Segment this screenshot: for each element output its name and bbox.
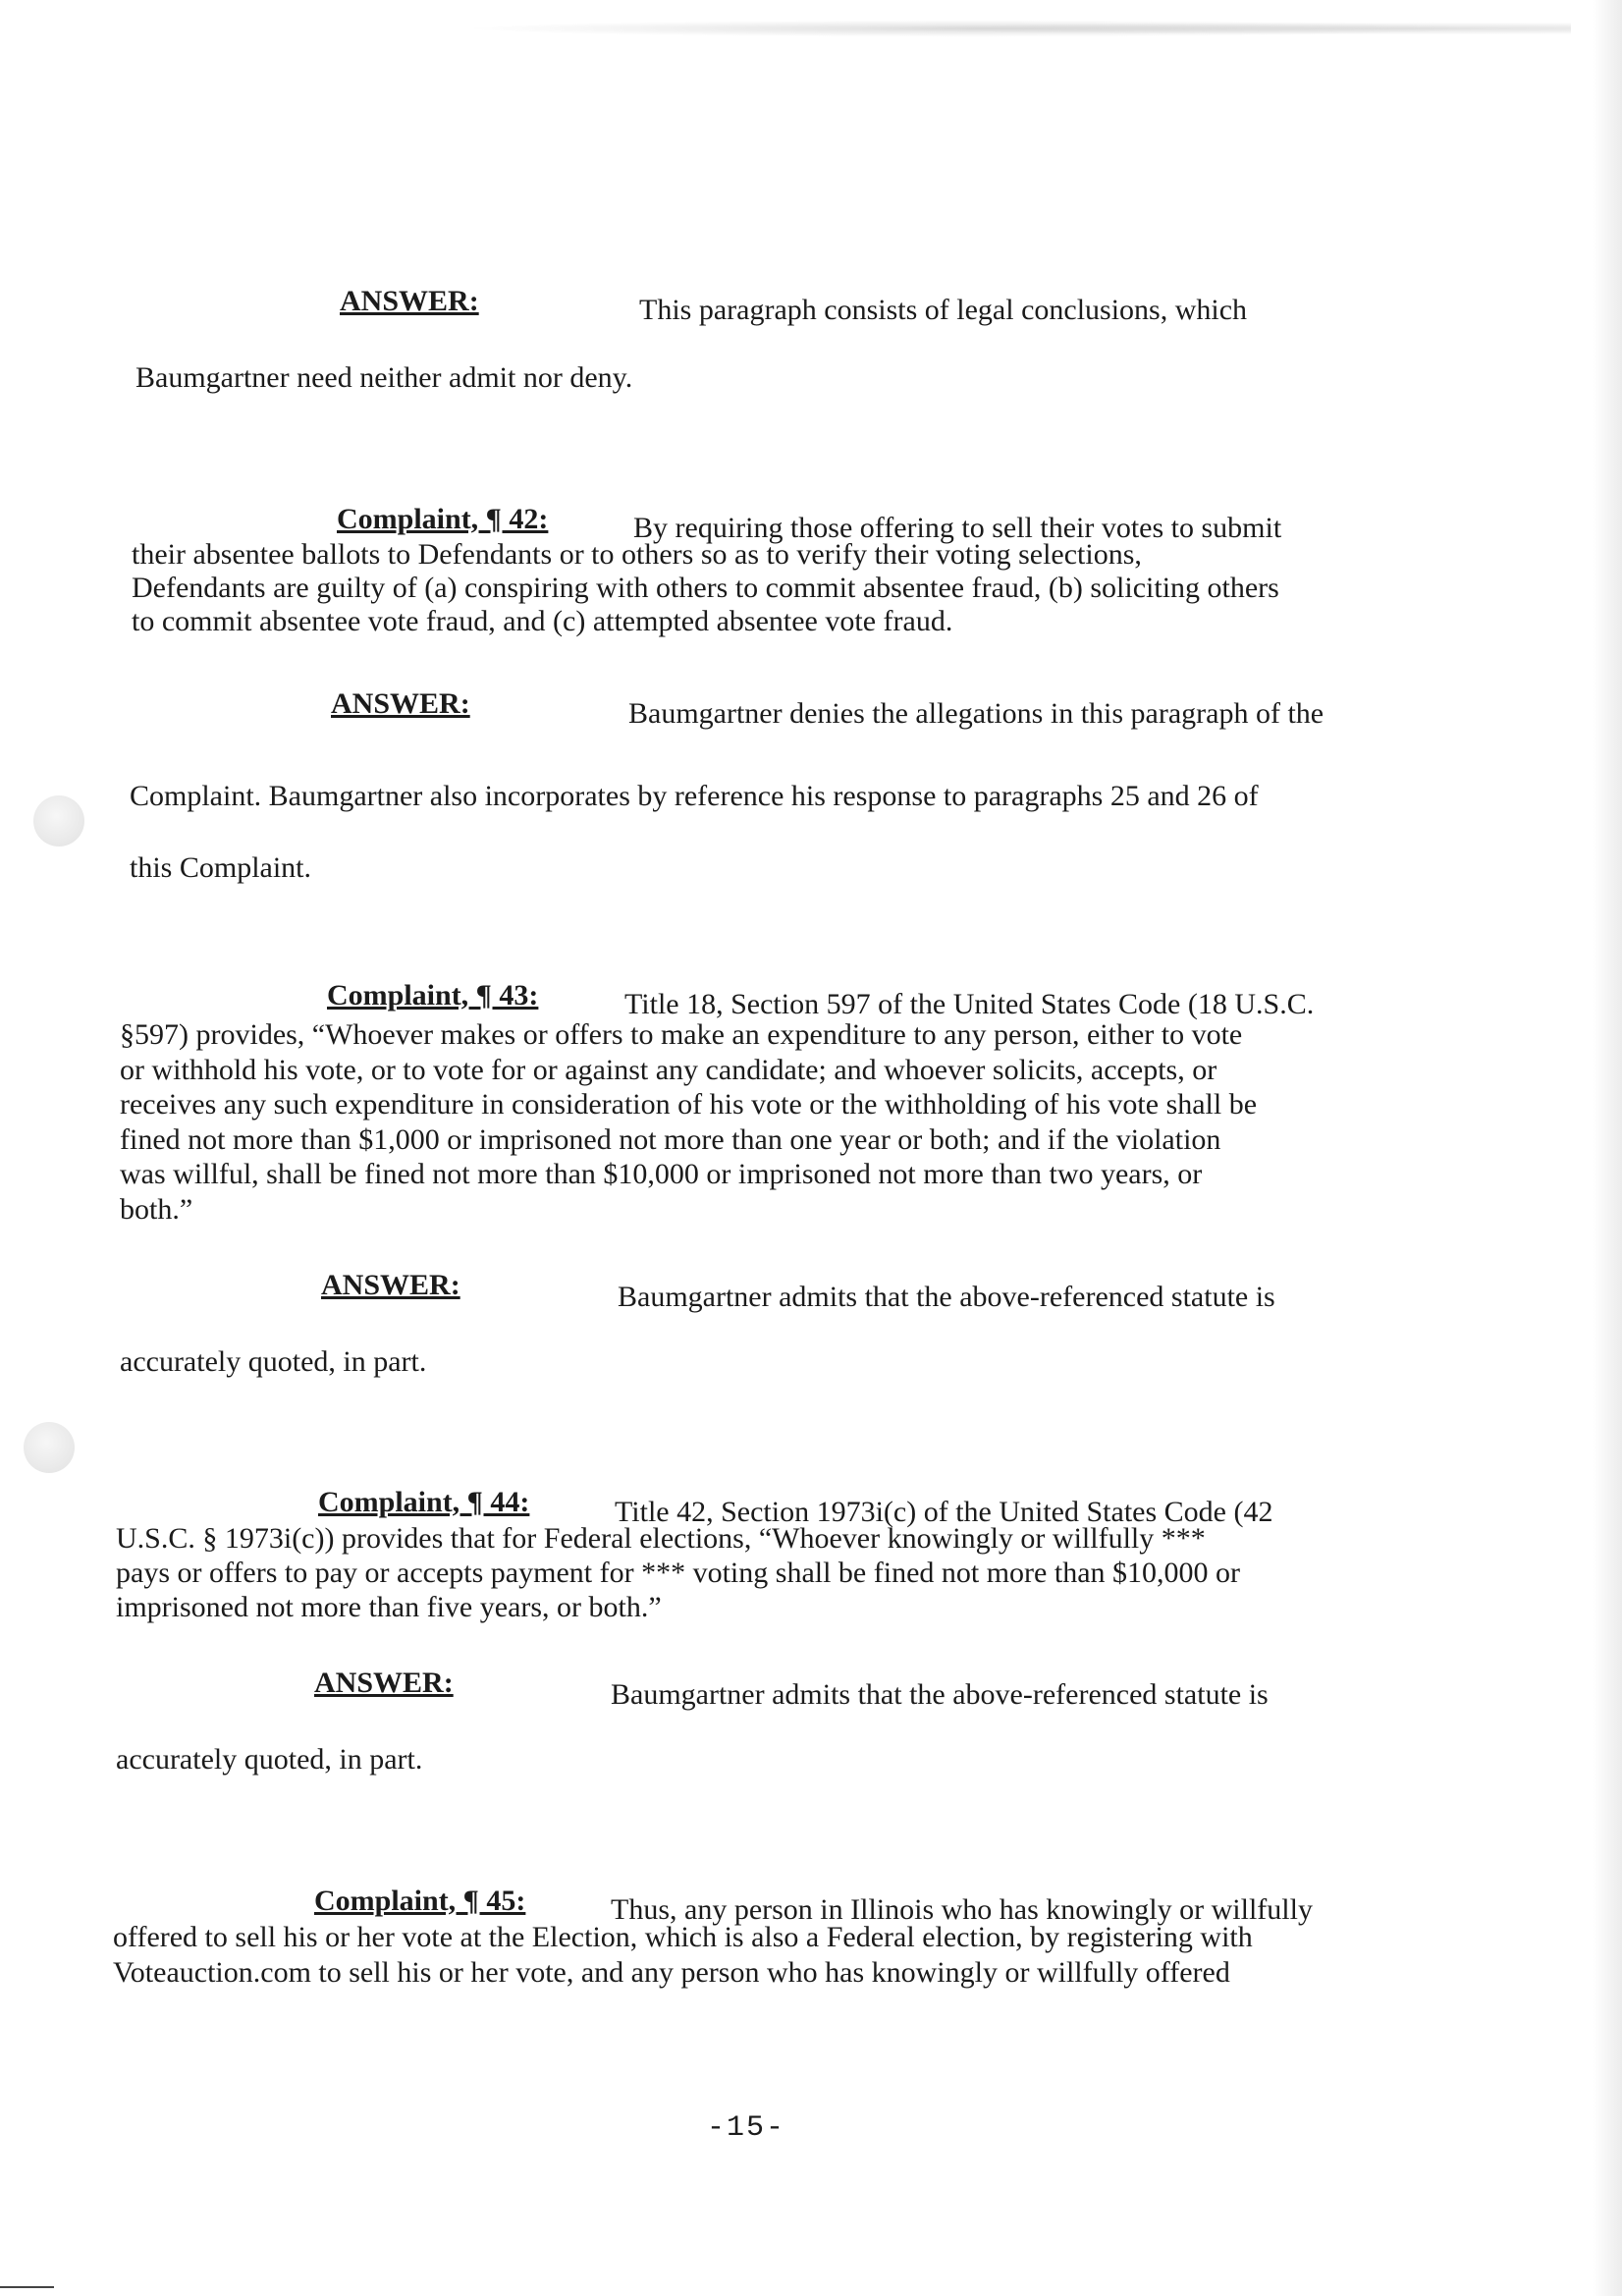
answer-heading: ANSWER: bbox=[314, 1667, 454, 1699]
answer-continuation-text: accurately quoted, in part. bbox=[120, 1345, 427, 1378]
answer-continuation-text: accurately quoted, in part. bbox=[116, 1743, 423, 1776]
complaint-lead-text: Title 42, Section 1973i(c) of the United States Code (42 bbox=[615, 1496, 1273, 1528]
complaint-heading-43: Complaint, ¶ 43: bbox=[327, 979, 539, 1011]
scan-mark bbox=[0, 2286, 54, 2288]
complaint-line: their absentee ballots to Defendants or to others so as to verify their voting selections, bbox=[132, 538, 1142, 571]
complaint-body bbox=[116, 1521, 1432, 1624]
complaint-line: offered to sell his or her vote at the Election, which is also a Federal election, by registering with bbox=[113, 1921, 1253, 1953]
complaint-heading-42: Complaint, ¶ 42: bbox=[337, 503, 549, 535]
answer-body bbox=[130, 760, 1435, 903]
complaint-line: to commit absentee vote fraud, and (c) attempted absentee vote fraud. bbox=[132, 605, 953, 637]
complaint-line: was willful, shall be fined not more than $10,000 or imprisoned not more than two years, or bbox=[120, 1158, 1203, 1190]
complaint-line: §597) provides, “Whoever makes or offers to make an expenditure to any person, either to vote bbox=[120, 1018, 1243, 1051]
complaint-body bbox=[120, 1017, 1431, 1227]
complaint-lead-text: Title 18, Section 597 of the United States Code (18 U.S.C. bbox=[624, 988, 1315, 1020]
complaint-heading-45: Complaint, ¶ 45: bbox=[314, 1885, 526, 1917]
complaint-line: or withhold his vote, or to vote for or against any candidate; and whoever solicits, accepts, or bbox=[120, 1053, 1217, 1086]
complaint-body bbox=[132, 538, 1428, 638]
punch-hole bbox=[33, 795, 84, 847]
answer-heading: ANSWER: bbox=[340, 285, 479, 317]
complaint-line: imprisoned not more than five years, or both.” bbox=[116, 1591, 662, 1623]
answer-lead-text: Baumgartner admits that the above-referenced statute is bbox=[611, 1678, 1269, 1711]
scan-noise bbox=[79, 14, 1571, 43]
complaint-line: U.S.C. § 1973i(c)) provides that for Federal elections, “Whoever knowingly or willfully *** bbox=[116, 1522, 1206, 1555]
answer-heading: ANSWER: bbox=[321, 1269, 460, 1301]
complaint-line: both.” bbox=[120, 1192, 193, 1226]
answer-line: Complaint. Baumgartner also incorporates by reference his response to paragraphs 25 and 26 of bbox=[130, 780, 1259, 812]
answer-line: this Complaint. bbox=[130, 851, 312, 884]
answer-lead-text: This paragraph consists of legal conclusions, which bbox=[639, 294, 1248, 326]
answer-lead-text: Baumgartner denies the allegations in this paragraph of the bbox=[628, 697, 1325, 730]
complaint-body bbox=[113, 1920, 1433, 1991]
punch-hole bbox=[24, 1422, 75, 1473]
answer-heading: ANSWER: bbox=[331, 687, 470, 720]
complaint-line: fined not more than $1,000 or imprisoned not more than one year or both; and if the violation bbox=[120, 1122, 1221, 1156]
complaint-lead-text: Thus, any person in Illinois who has knowingly or willfully bbox=[611, 1893, 1313, 1926]
answer-lead-text: Baumgartner admits that the above-referenced statute is bbox=[618, 1281, 1275, 1313]
complaint-line: pays or offers to pay or accepts payment for *** voting shall be fined not more than $10,000 or bbox=[116, 1557, 1240, 1589]
complaint-lead-text: By requiring those offering to sell their votes to submit bbox=[633, 512, 1282, 544]
complaint-heading-44: Complaint, ¶ 44: bbox=[318, 1486, 530, 1518]
complaint-line: receives any such expenditure in consideration of his vote or the withholding of his vote shall be bbox=[120, 1088, 1258, 1121]
complaint-line: Voteauction.com to sell his or her vote, and any person who has knowingly or willfully offered bbox=[113, 1956, 1230, 1989]
complaint-line: Defendants are guilty of (a) conspiring with others to commit absentee fraud, (b) soliciting others bbox=[132, 572, 1279, 604]
scan-edge-shadow bbox=[1593, 0, 1622, 2296]
answer-continuation-text: Baumgartner need neither admit nor deny. bbox=[135, 361, 633, 394]
page-number: -15- bbox=[707, 2111, 786, 2145]
